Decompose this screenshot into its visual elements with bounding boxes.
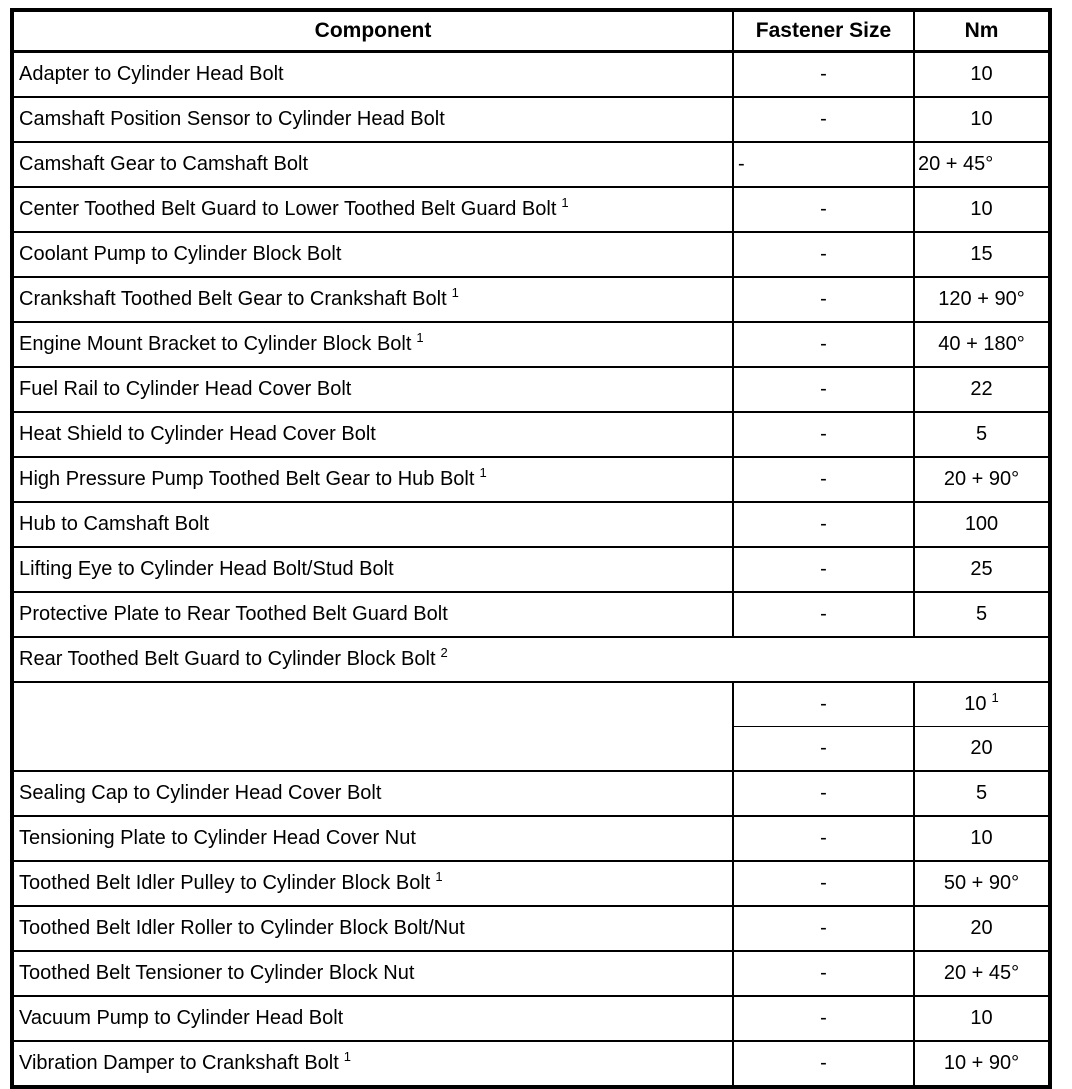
nm-cell: 20 + 90° — [914, 457, 1050, 502]
fastener-size-cell: - — [733, 277, 914, 322]
component-cell: Coolant Pump to Cylinder Block Bolt — [12, 232, 733, 277]
table-row — [12, 1041, 1050, 1087]
footnote-marker: 1 — [451, 285, 459, 301]
fastener-size-cell: - — [733, 52, 914, 98]
component-cell: Camshaft Gear to Camshaft Bolt — [12, 142, 733, 187]
fastener-size-cell: - — [733, 1041, 914, 1087]
table-row — [12, 996, 1050, 1041]
nm-cell: 10 + 90° — [914, 1041, 1050, 1087]
table-row — [12, 232, 1050, 277]
footnote-marker: 2 — [440, 645, 448, 661]
fastener-size-cell: - — [733, 727, 914, 772]
component-cell: Adapter to Cylinder Head Bolt — [12, 52, 733, 98]
nm-cell: 10 — [914, 52, 1050, 98]
table-row — [12, 457, 1050, 502]
fastener-size-cell: - — [733, 97, 914, 142]
column-header-component: Component — [12, 10, 733, 52]
component-cell: Camshaft Position Sensor to Cylinder Head Bolt — [12, 97, 733, 142]
component-cell: Sealing Cap to Cylinder Head Cover Bolt — [12, 771, 733, 816]
nm-cell: 5 — [914, 592, 1050, 637]
component-cell: High Pressure Pump Toothed Belt Gear to Hub Bolt $^1$ — [12, 457, 733, 502]
fastener-size-cell: - — [733, 996, 914, 1041]
component-cell: Toothed Belt Idler Roller to Cylinder Block Bolt/Nut — [12, 906, 733, 951]
fastener-size-cell: - — [733, 322, 914, 367]
fastener-size-cell: - — [733, 502, 914, 547]
table-row-fullwidth — [12, 637, 1050, 682]
footnote-marker: 1 — [435, 869, 443, 885]
table-row — [12, 187, 1050, 232]
component-cell: Tensioning Plate to Cylinder Head Cover Nut — [12, 816, 733, 861]
fastener-size-cell: - — [733, 412, 914, 457]
fastener-size-cell: - — [733, 592, 914, 637]
nm-cell: 20 — [914, 727, 1050, 772]
nm-cell: 100 — [914, 502, 1050, 547]
torque-spec-table — [10, 8, 1052, 1089]
nm-cell: 22 — [914, 367, 1050, 412]
table-row — [12, 771, 1050, 816]
nm-cell: 5 — [914, 771, 1050, 816]
table-row-sub — [12, 682, 1050, 727]
nm-cell: 10 $^1$ — [914, 682, 1050, 727]
table-row — [12, 367, 1050, 412]
footnote-marker: 1 — [991, 690, 999, 706]
nm-cell: 20 — [914, 906, 1050, 951]
footnote-marker: 1 — [479, 465, 487, 481]
table-row — [12, 502, 1050, 547]
footnote-marker: 1 — [416, 330, 424, 346]
nm-cell: 10 — [914, 816, 1050, 861]
table-row — [12, 412, 1050, 457]
component-cell-empty — [12, 682, 733, 771]
component-cell: Protective Plate to Rear Toothed Belt Guard Bolt — [12, 592, 733, 637]
table-row — [12, 816, 1050, 861]
fastener-size-cell: - — [733, 367, 914, 412]
footnote-marker: 1 — [561, 195, 569, 211]
component-cell: Engine Mount Bracket to Cylinder Block Bolt $^1$ — [12, 322, 733, 367]
fastener-size-cell: - — [733, 906, 914, 951]
nm-cell: 15 — [914, 232, 1050, 277]
table-row — [12, 951, 1050, 996]
table-row — [12, 277, 1050, 322]
component-cell: Fuel Rail to Cylinder Head Cover Bolt — [12, 367, 733, 412]
table-row — [12, 861, 1050, 906]
component-cell: Center Toothed Belt Guard to Lower Toothed Belt Guard Bolt $^1$ — [12, 187, 733, 232]
column-header-nm: Nm — [914, 10, 1050, 52]
component-cell: Toothed Belt Tensioner to Cylinder Block Nut — [12, 951, 733, 996]
component-cell: Vacuum Pump to Cylinder Head Bolt — [12, 996, 733, 1041]
fastener-size-cell: - — [733, 816, 914, 861]
nm-cell: 10 — [914, 97, 1050, 142]
fastener-size-cell: - — [733, 771, 914, 816]
nm-cell: 10 — [914, 187, 1050, 232]
fastener-size-cell: - — [733, 951, 914, 996]
table-row — [12, 906, 1050, 951]
fastener-size-cell: - — [733, 457, 914, 502]
fastener-size-cell: - — [733, 187, 914, 232]
component-cell: Hub to Camshaft Bolt — [12, 502, 733, 547]
component-cell: Lifting Eye to Cylinder Head Bolt/Stud Bolt — [12, 547, 733, 592]
component-cell: Heat Shield to Cylinder Head Cover Bolt — [12, 412, 733, 457]
nm-cell: 5 — [914, 412, 1050, 457]
fastener-size-cell: - — [733, 547, 914, 592]
footnote-marker: 1 — [343, 1049, 352, 1065]
nm-cell: 120 + 90° — [914, 277, 1050, 322]
table-row — [12, 322, 1050, 367]
component-cell: Toothed Belt Idler Pulley to Cylinder Block Bolt $^1$ — [12, 861, 733, 906]
nm-cell: 20 + 45° — [914, 951, 1050, 996]
fastener-size-cell: - — [733, 682, 914, 727]
table-row — [12, 142, 1050, 187]
table-row — [12, 592, 1050, 637]
component-cell: Crankshaft Toothed Belt Gear to Crankshaft Bolt $^1$ — [12, 277, 733, 322]
column-header-fastener-size: Fastener Size — [733, 10, 914, 52]
fastener-size-cell: - — [733, 142, 914, 187]
table-row — [12, 52, 1050, 98]
component-cell: Rear Toothed Belt Guard to Cylinder Block Bolt $^2$ — [12, 637, 1050, 682]
nm-cell: 50 + 90° — [914, 861, 1050, 906]
table-row — [12, 97, 1050, 142]
nm-cell: 40 + 180° — [914, 322, 1050, 367]
nm-cell: 20 + 45° — [914, 142, 1050, 187]
table-row — [12, 547, 1050, 592]
fastener-size-cell: - — [733, 232, 914, 277]
header-row — [12, 10, 1050, 52]
component-cell: Vibration Damper to Crankshaft Bolt $^1$ — [12, 1041, 733, 1087]
nm-cell: 25 — [914, 547, 1050, 592]
nm-cell: 10 — [914, 996, 1050, 1041]
fastener-size-cell: - — [733, 861, 914, 906]
